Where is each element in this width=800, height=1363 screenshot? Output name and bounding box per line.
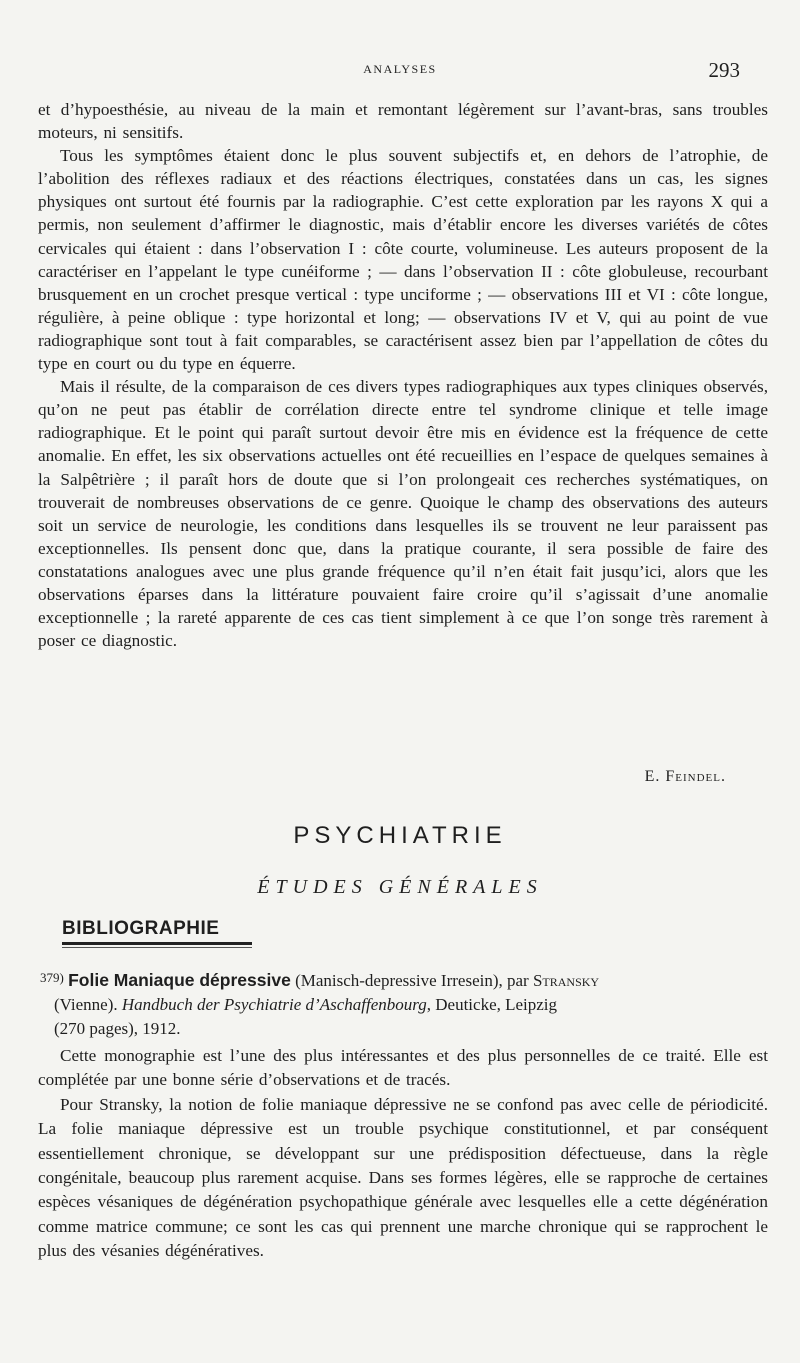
bibliography-entry <box>40 966 768 1041</box>
paragraph-conclusion: Mais il résulte, de la comparaison de ces divers types radiographiques aux types cliniques observés, qu’on ne peut pas établir de corrélation directe entre tel syndrome clinique et telle image radiographique. Et le point qui paraît surtout devoir être mis en évidence est la fréquence de cette anomalie. En effet, les six observations actuelles ont été recueillies en l’espace de quelques semaines à la Salpêtrière ; il paraît hors de doute que si l’on prolongeait ces recherches systématiques, on trouverait de nombreuses observations de ce genre. Quoique le champ des observations des auteurs soit un service de neurologie, les conditions dans lesquelles ils se trouvent ne leur paraissent pas exceptionnelles. Ils pensent donc que, dans la pratique courante, il sera possible de faire des constatations analogues avec une plus grande fréquence qu’il n’en était fait jusqu’ici, alors que les observations éparses dans la littérature pouvaient faire croire qu’il s’agissait d’une anomalie exceptionnelle ; la rareté apparente de ces cas tient simplement à ce que l’on songe très rarement à poser ce diagnostic. <box>38 377 768 651</box>
entry-second-line <box>40 993 768 1017</box>
section-title: PSYCHIATRIE <box>293 822 507 849</box>
entry-german-title: (Manisch-depressive Irresein), par <box>290 971 533 990</box>
page-number: 293 <box>708 58 740 82</box>
review-paragraph-intro: Cette monographie est l’une des plus intéressantes et des plus personnelles de ce traité. Elle est complétée par une bonne série d’observations et de tracés. <box>38 1046 768 1090</box>
signature-initial: E. <box>644 768 661 785</box>
author-signature <box>645 768 726 786</box>
subsection-title: ÉTUDES GÉNÉRALES <box>257 876 543 898</box>
review-paragraph-stransky: Pour Stransky, la notion de folie maniaque dépressive ne se confond pas avec celle de périodicité. La folie maniaque dépressive est un trouble psychique constitutionnel, et par conséquent essentiellement chronique, se développant sur une prédisposition défectueuse, dans la règle congénitale, beaucoup plus rarement acquise. Dans ses formes légères, elle se rapproche de certaines espèces vésaniques de dégénération psychopathique générale avec lesquelles elle a cette dégénération comme matrice commune; ce sont les cas qui prennent une marche chronique qui se rapprochent le plus des vésanies dégénératives. <box>38 1094 768 1261</box>
entry-first-line <box>40 966 768 993</box>
bibliography-heading: BIBLIOGRAPHIE <box>62 918 220 939</box>
paragraph-continuation: et d’hypoesthésie, au niveau de la main et remontant légèrement sur l’avant-bras, sans troubles moteurs, ni sensitifs. <box>38 100 768 143</box>
entry-publisher: , Deuticke, Leipzig <box>426 995 558 1014</box>
article-body <box>38 98 768 652</box>
entry-pages: (270 pages), 1912. <box>54 1019 181 1038</box>
signature-name: Feindel. <box>665 768 726 785</box>
review-body <box>38 1044 768 1264</box>
entry-number: 379) <box>40 970 64 985</box>
running-header <box>0 58 800 84</box>
heading-underline <box>62 942 252 945</box>
running-title: ANALYSES <box>363 62 437 76</box>
entry-title: Folie Maniaque dépressive <box>68 970 291 990</box>
heading-underline-thin <box>62 947 252 948</box>
entry-author: Stransky <box>532 971 600 990</box>
entry-source: Handbuch der Psychiatrie d’Aschaffenbourg <box>121 995 427 1014</box>
entry-city: (Vienne). <box>54 995 122 1014</box>
paragraph-symptoms: Tous les symptômes étaient donc le plus souvent subjectifs et, en dehors de l’atrophie, de l’abolition des réflexes radiaux et des réactions électriques, constatées dans un cas, les signes physiques ont surtout été fournis par la radiographie. C’est cette exploration par les rayons X qui a permis, non seulement d’affirmer le diagnostic, mais d’établir encore les diverses variétés de côtes cervicales qui étaient : dans l’observation I : côte courte, volumineuse. Les auteurs proposent de la caractériser en l’appelant le type cunéiforme ; — dans l’observation II : côte globuleuse, recourbant brusquement en un crochet presque vertical : type unciforme ; — observations III et VI : côte longue, régulière, à peine oblique : type horizontal et long; — observations IV et V, qui au point de vue radiographique sont tout à fait comparables, se caractérisent assez bien par l’appellation de côtes du type en court ou du type en équerre. <box>38 146 768 374</box>
